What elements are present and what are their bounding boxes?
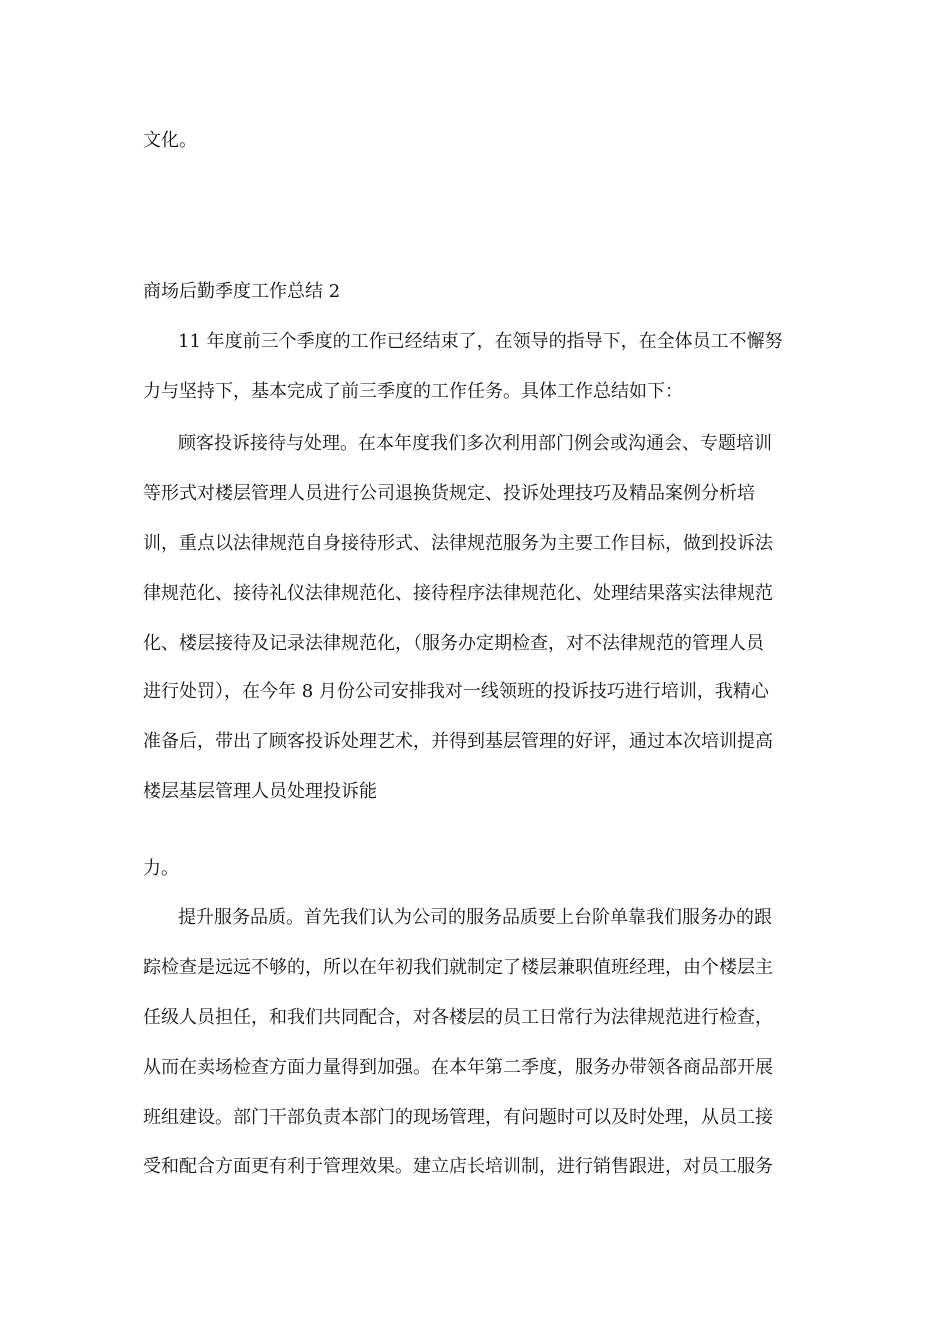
paragraph-line: 楼层基层管理人员处理投诉能 <box>143 781 377 802</box>
paragraph-line: 受和配合方面更有利于管理效果。建立店长培训制，进行销售跟进，对员工服务 <box>143 1156 773 1177</box>
paragraph-line: 顾客投诉接待与处理。在本年度我们多次利用部门例会或沟通会、专题培训 <box>178 433 772 454</box>
paragraph-line: 进行处罚），在今年 8 月份公司安排我对一线领班的投诉技巧进行培训，我精心 <box>143 681 769 702</box>
text-fragment: 力。 <box>143 858 179 879</box>
paragraph-line: 准备后，带出了顾客投诉处理艺术，并得到基层管理的好评，通过本次培训提高 <box>143 731 773 752</box>
paragraph-line: 踪检查是远远不够的，所以在年初我们就制定了楼层兼职值班经理，由个楼层主 <box>143 957 773 978</box>
text-fragment: 文化。 <box>143 130 197 151</box>
paragraph-line: 化、楼层接待及记录法律规范化，（服务办定期检查，对不法律规范的管理人员 <box>143 633 764 654</box>
section-title: 商场后勤季度工作总结 2 <box>143 281 341 302</box>
paragraph-line: 班组建设。部门干部负责本部门的现场管理，有问题时可以及时处理，从员工接 <box>143 1107 773 1128</box>
paragraph-line: 提升服务品质。首先我们认为公司的服务品质要上台阶单靠我们服务办的跟 <box>178 907 772 928</box>
paragraph-line: 律规范化、接待礼仪法律规范化、接待程序法律规范化、处理结果落实法律规范 <box>143 583 773 604</box>
paragraph-line: 从而在卖场检查方面力量得到加强。在本年第二季度，服务办带领各商品部开展 <box>143 1057 773 1078</box>
paragraph-line: 等形式对楼层管理人员进行公司退换货规定、投诉处理技巧及精品案例分析培 <box>143 483 755 504</box>
paragraph-line: 11 年度前三个季度的工作已经结束了，在领导的指导下，在全体员工不懈努 <box>178 331 783 352</box>
paragraph-line: 训，重点以法律规范自身接待形式、法律规范服务为主要工作目标，做到投诉法 <box>143 533 773 554</box>
paragraph-line: 力与坚持下，基本完成了前三季度的工作任务。具体工作总结如下： <box>143 381 683 402</box>
paragraph-line: 任级人员担任，和我们共同配合，对各楼层的员工日常行为法律规范进行检查， <box>143 1007 773 1028</box>
